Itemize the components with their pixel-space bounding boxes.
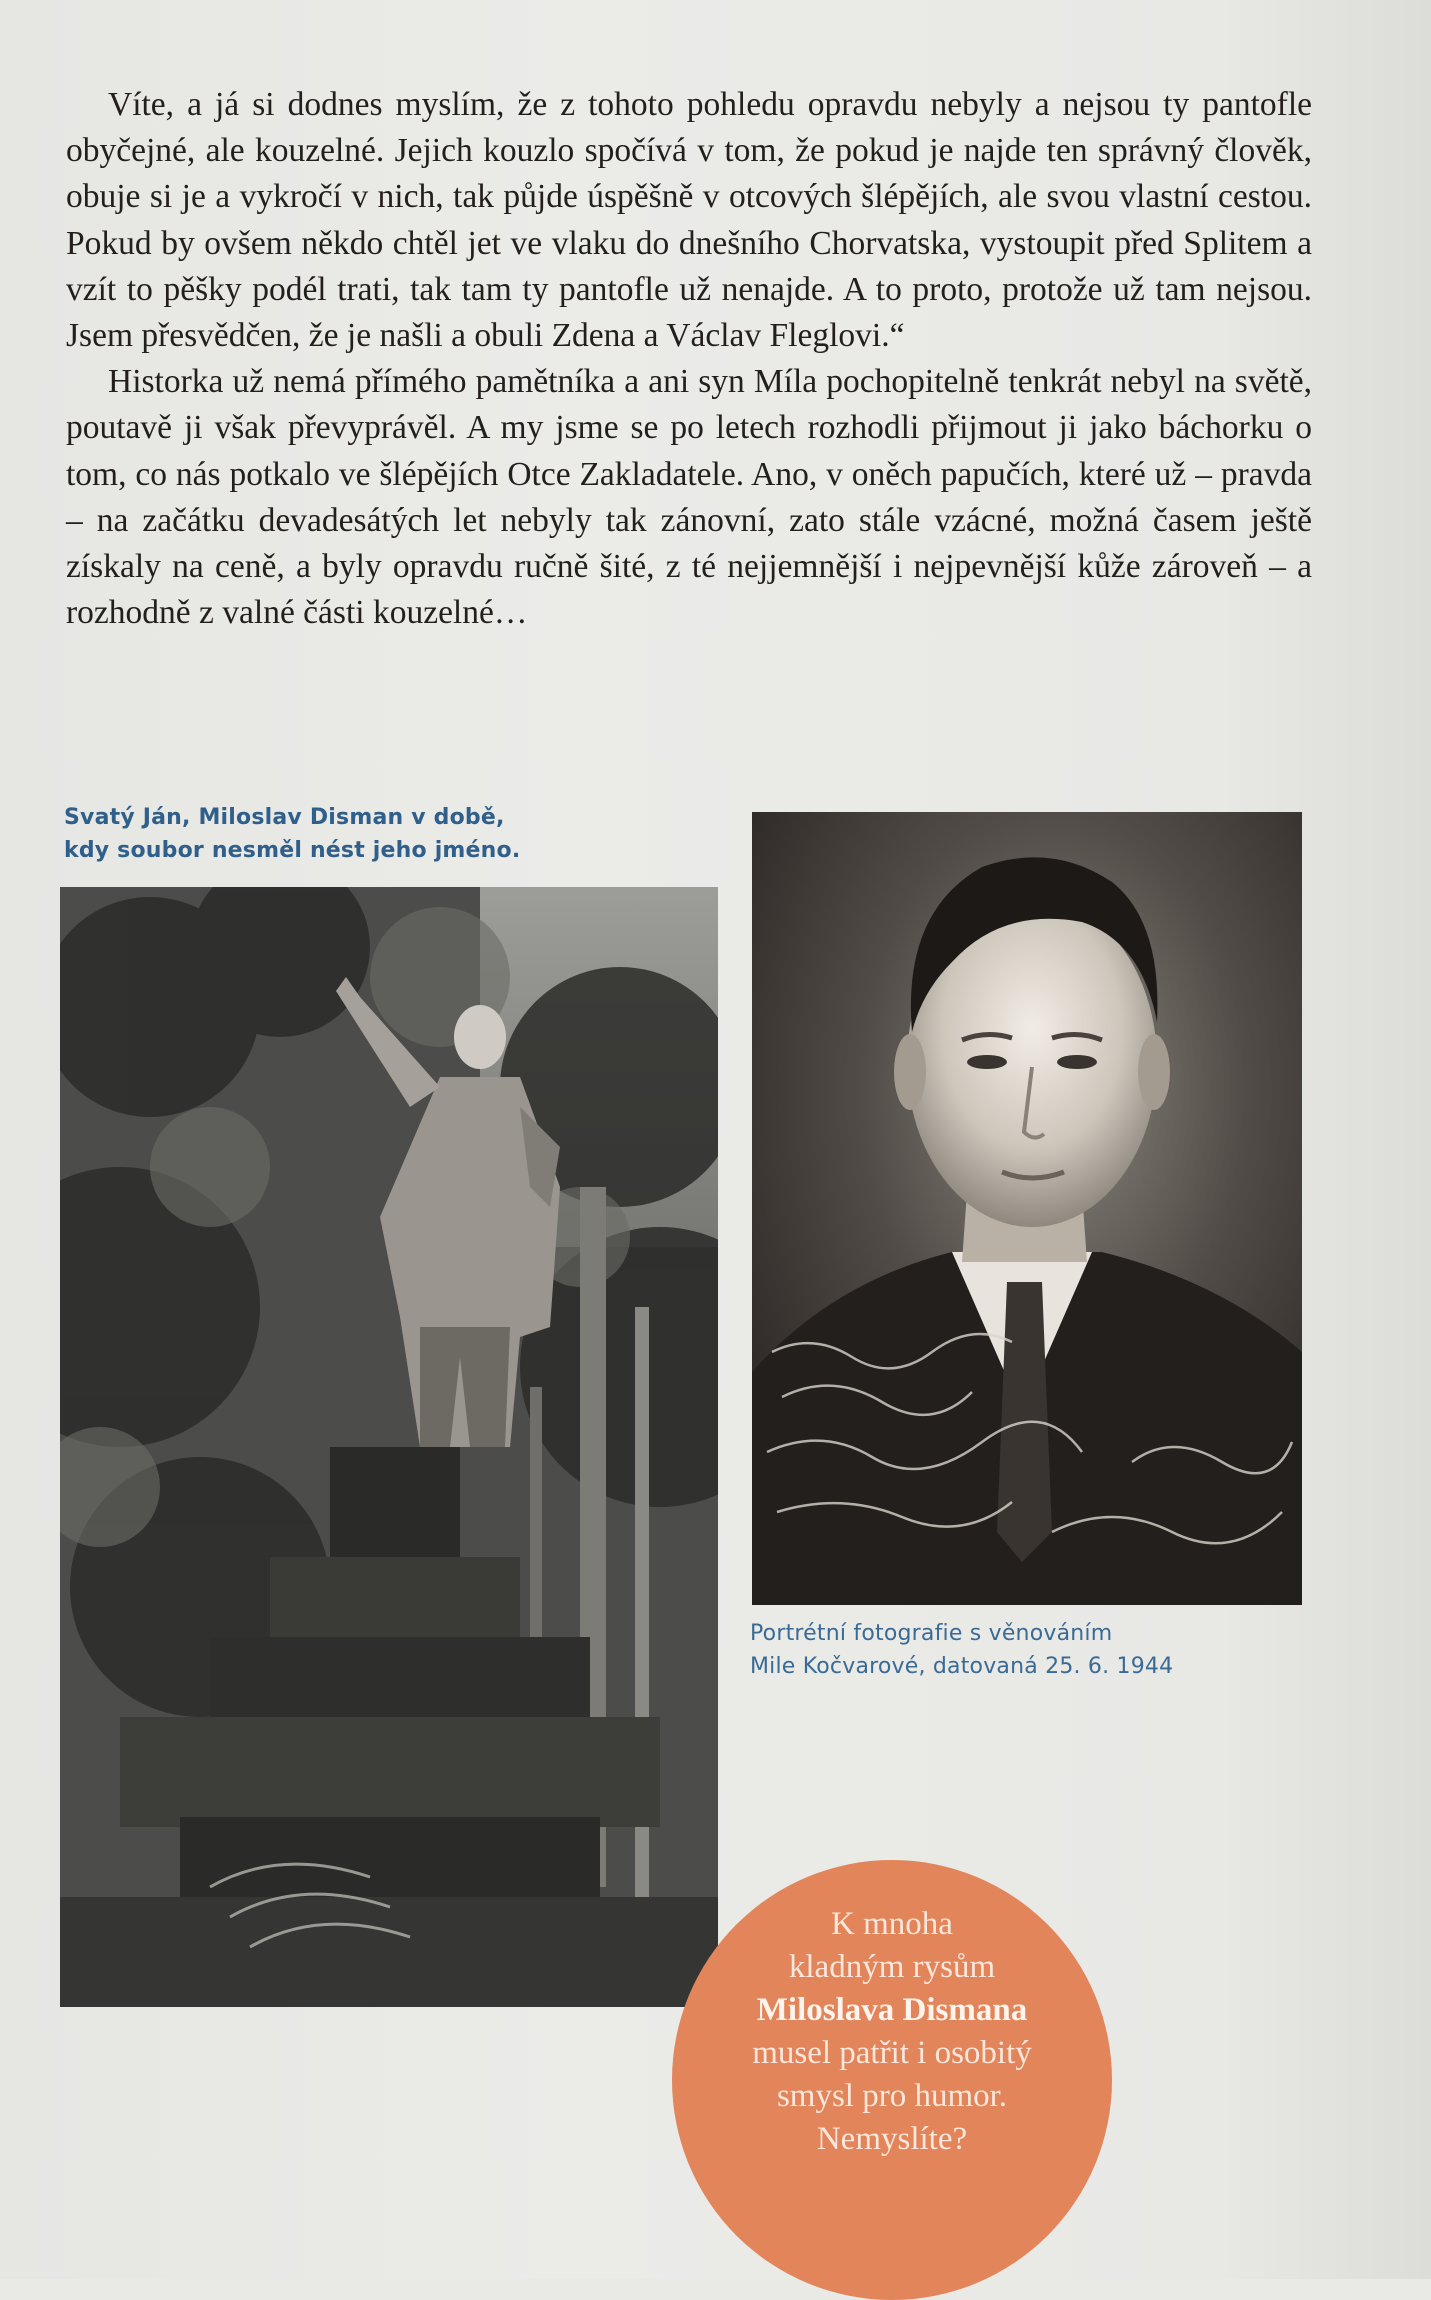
bubble-line: smysl pro humor. (776, 2078, 1008, 2114)
bubble-line: Nemyslíte? (816, 2121, 968, 2157)
article-text (66, 82, 1312, 636)
bubble-name (690, 1989, 1094, 2032)
statue-photo (60, 887, 718, 2007)
paragraph: Historka už nemá přímého pamětníka a ani syn Míla pochopitelně tenkrát nebyl na světě, poutavě ji však převyprávěl. A my jsme se po letech rozhodli přijmout ji jako báchorku o tom, co nás potkalo ve šlépějích Otce Zakladatele. Ano, v oněch papučích, které už – pravda – na začátku devadesátých let nebyly tak zánovní, zato stále vzácné, možná časem ještě získaly na ceně, a byly opravdu ručně šité, z té nejjemnější i nejpevnější kůže zároveň – a rozhodně z valné části kouzelné… (66, 363, 1312, 632)
paragraph: Víte, a já si dodnes myslím, že z tohoto pohledu opravdu nebyly a nejsou ty pantofle obyčejné, ale kouzelné. Jejich kouzlo spočívá v tom, že pokud je najde ten správný člověk, obuje si je a vykročí v nich, tak půjde úspěšně v otcových šlépějích, ale svou vlastní cestou. Pokud by ovšem někdo chtěl jet ve vlaku do dnešního Chorvatska, vystoupit před Splitem a vzít to pěšky podél trati, tak tam ty pantofle už nenajde. A to proto, protože už tam nejsou. Jsem přesvědčen, že je našli a obuli Zdena a Václav Fleglovi.“ (66, 86, 1312, 355)
bubble-line: musel patřit i osobitý (752, 2035, 1032, 2071)
caption-line: Svatý Ján, Miloslav Disman v době, (64, 805, 505, 830)
statue-photo-caption (64, 801, 624, 867)
bubble-line: kladným rysům (788, 1949, 996, 1985)
quote-bubble-text (690, 1903, 1094, 2161)
bubble-line: K mnoha (831, 1906, 953, 1942)
portrait-photo-image (752, 812, 1302, 1605)
statue-photo-image (60, 887, 718, 2007)
bubble-name-bold: Miloslava Dismana (756, 1992, 1028, 2028)
portrait-photo (752, 812, 1302, 1605)
caption-line: Portrétní fotografie s věnováním (750, 1621, 1113, 1646)
caption-line: kdy soubor nesměl nést jeho jméno. (64, 838, 521, 863)
caption-line: Mile Kočvarové, datovaná 25. 6. 1944 (750, 1654, 1174, 1679)
portrait-photo-caption (750, 1617, 1310, 1683)
